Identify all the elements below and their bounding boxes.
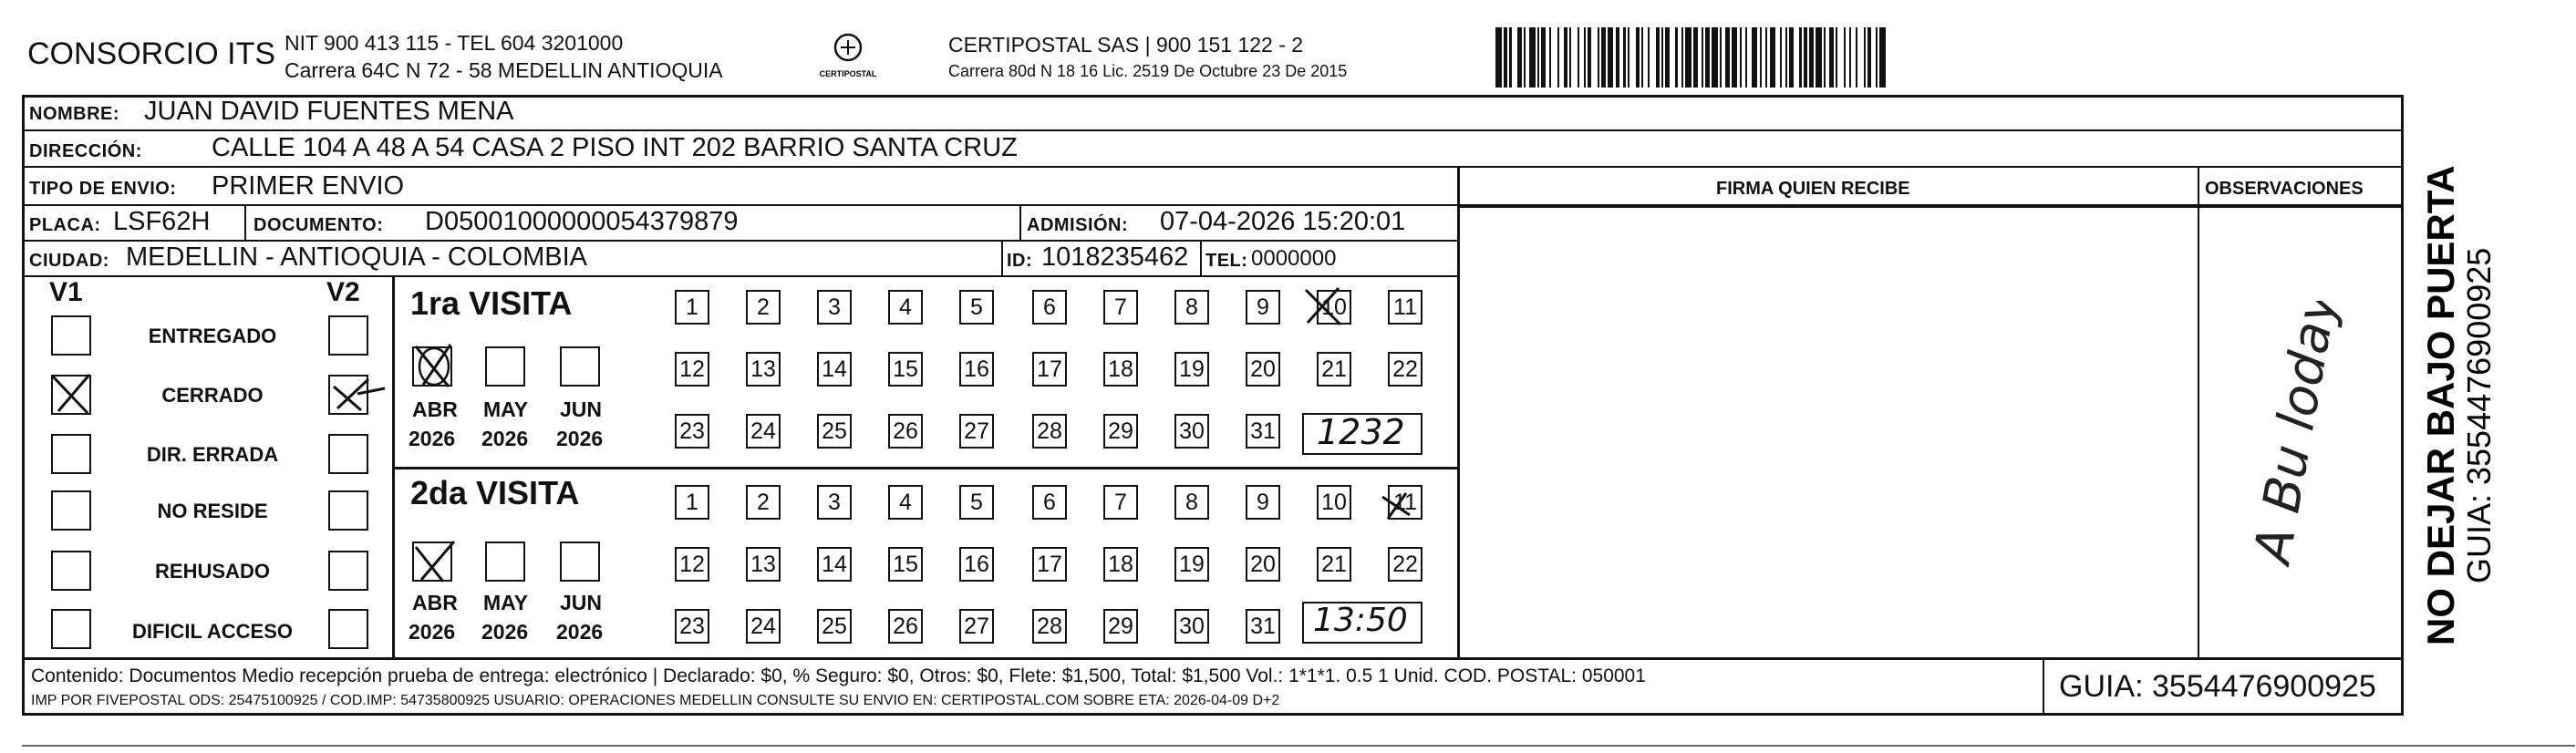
first-visit-day-9[interactable]: 9 [1246, 290, 1280, 325]
first-visit-month-abr: ABR [412, 397, 458, 421]
second-visit-month-jun: JUN [560, 591, 603, 614]
carrier-line: CERTIPOSTAL SAS | 900 151 122 - 2 [948, 33, 1304, 57]
company-name: CONSORCIO ITS [27, 36, 276, 71]
second-visit-month-abr: ABR [412, 591, 458, 614]
second-visit-day-8[interactable]: 8 [1174, 485, 1209, 520]
first-visit-day-18[interactable]: 18 [1103, 352, 1138, 387]
imp-line: IMP POR FIVEPOSTAL ODS: 25475100925 / COD.IMP: 54735800925 USUARIO: OPERACIONES MEDELLIN CONSULTE SU ENVIO EN: CERTIPOSTAL.COM SOBRE ETA: 2026-04-09 D+2 [31, 693, 1280, 708]
v1-rehusado-checkbox[interactable] [51, 551, 91, 591]
tel-value: 0000000 [1251, 246, 1337, 271]
first-visit-month-jun: JUN [560, 397, 603, 421]
first-visit-day-7[interactable]: 7 [1103, 290, 1138, 325]
status-dificil-acceso: DIFICIL ACCESO [131, 620, 293, 643]
barcode [1495, 27, 2225, 88]
footer-guia: GUIA: 3554476900925 [2059, 669, 2376, 704]
second-visit-day-31[interactable]: 31 [1246, 609, 1280, 644]
v2-dificil-acceso-checkbox[interactable] [328, 609, 368, 649]
second-visit-day-12[interactable]: 12 [675, 547, 709, 582]
address-label: DIRECCIÓN: [29, 141, 142, 161]
second-visit-year-2: 2026 [481, 620, 529, 644]
document-label: DOCUMENTO: [253, 215, 384, 235]
plate-value: LSF62H [113, 207, 211, 236]
document-value: D05001000000054379879 [425, 207, 739, 236]
v1-cerrado-check-mark [47, 369, 97, 418]
status-rehusado: REHUSADO [155, 560, 270, 583]
second-visit-jun-checkbox[interactable] [560, 542, 600, 582]
first-visit-abr-check-mark [407, 339, 461, 394]
status-cerrado: CERRADO [161, 384, 264, 407]
second-visit-day-5[interactable]: 5 [959, 485, 994, 520]
city-label: CIUDAD: [29, 251, 109, 271]
observaciones-label: OBSERVACIONES [2205, 179, 2364, 199]
first-visit-day-30[interactable]: 30 [1174, 414, 1209, 449]
first-visit-day-21[interactable]: 21 [1317, 352, 1351, 387]
company-address: Carrera 64C N 72 - 58 MEDELLIN ANTIOQUIA [284, 58, 723, 82]
no-dejar-text: NO DEJAR BAJO PUERTA [2419, 165, 2462, 645]
plate-label: PLACA: [29, 215, 101, 235]
second-visit-day-3[interactable]: 3 [817, 485, 852, 520]
first-visit-day-27[interactable]: 27 [959, 414, 994, 449]
first-visit-day-5[interactable]: 5 [959, 290, 994, 325]
first-visit-day-14[interactable]: 14 [817, 352, 852, 387]
first-visit-year-3: 2026 [556, 427, 604, 450]
recipient-address: CALLE 104 A 48 A 54 CASA 2 PISO INT 202 BARRIO SANTA CRUZ [212, 133, 1018, 162]
svg-text:A Bu loday: A Bu loday [2242, 301, 2349, 568]
second-visit-day-27[interactable]: 27 [959, 609, 994, 644]
second-visit-day-29[interactable]: 29 [1103, 609, 1138, 644]
second-visit-day-23[interactable]: 23 [675, 609, 709, 644]
second-visit-day-28[interactable]: 28 [1032, 609, 1067, 644]
first-visit-day-19[interactable]: 19 [1174, 352, 1209, 387]
first-visit-day-8[interactable]: 8 [1174, 290, 1209, 325]
first-visit-day-29[interactable]: 29 [1103, 414, 1138, 449]
first-visit-year-1: 2026 [409, 427, 456, 450]
side-text [2404, 109, 2504, 656]
tel-label: TEL: [1205, 251, 1248, 271]
second-visit-day-30[interactable]: 30 [1174, 609, 1209, 644]
first-visit-day-12[interactable]: 12 [675, 352, 709, 387]
admission-value: 07-04-2026 15:20:01 [1160, 207, 1406, 236]
recipient-name: JUAN DAVID FUENTES MENA [144, 97, 514, 126]
v1-dir-errada-checkbox[interactable] [51, 434, 91, 474]
second-visit-day-22[interactable]: 22 [1388, 547, 1422, 582]
name-label: NOMBRE: [29, 104, 120, 124]
v1-entregado-checkbox[interactable] [51, 315, 91, 356]
second-visit-day-11[interactable]: 11 [1388, 485, 1422, 520]
city-value: MEDELLIN - ANTIOQUIA - COLOMBIA [126, 242, 587, 272]
second-visit-day-16[interactable]: 16 [959, 547, 994, 582]
second-visit-month-may: MAY [483, 591, 528, 614]
first-visit-day-20[interactable]: 20 [1246, 352, 1280, 387]
first-visit-month-may: MAY [483, 397, 528, 421]
first-visit-day-6[interactable]: 6 [1032, 290, 1067, 325]
first-visit-year-2: 2026 [481, 427, 529, 450]
second-visit-day-10[interactable]: 10 [1317, 485, 1351, 520]
first-visit-day-26[interactable]: 26 [888, 414, 923, 449]
first-visit-time: 1232 [1317, 412, 1405, 452]
status-no-reside: NO RESIDE [157, 500, 268, 522]
second-visit-day-20[interactable]: 20 [1246, 547, 1280, 582]
logo-text: CERTIPOSTAL [819, 69, 877, 78]
first-visit-day-24[interactable]: 24 [746, 414, 781, 449]
first-visit-day-16[interactable]: 16 [959, 352, 994, 387]
second-visit-day-9[interactable]: 9 [1246, 485, 1280, 520]
first-visit-label: 1ra VISITA [410, 284, 573, 322]
second-visit-day-13[interactable]: 13 [746, 547, 781, 582]
firma-label: FIRMA QUIEN RECIBE [1716, 179, 1910, 199]
second-visit-day-6[interactable]: 6 [1032, 485, 1067, 520]
content-line: Contenido: Documentos Medio recepción prueba de entrega: electrónico | Declarado: $0, % Seguro: $0, Otros: $0, Flete: $1,500, Total: $1,500 Vol.: 1*1*1. 0.5 1 Unid. COD. POSTAL: 050001 [31, 665, 1646, 686]
first-visit-jun-checkbox[interactable] [560, 346, 600, 387]
second-visit-year-3: 2026 [556, 620, 604, 644]
second-visit-day-18[interactable]: 18 [1103, 547, 1138, 582]
second-visit-day-17[interactable]: 17 [1032, 547, 1067, 582]
side-guia-text: GUIA: 3554476900925 [2460, 247, 2498, 583]
second-visit-abr-check-mark [407, 536, 465, 587]
second-visit-day-15[interactable]: 15 [888, 547, 923, 582]
second-visit-day-1[interactable]: 1 [675, 485, 709, 520]
v2-rehusado-checkbox[interactable] [328, 551, 368, 591]
first-visit-day-13[interactable]: 13 [746, 352, 781, 387]
id-label: ID: [1007, 251, 1033, 271]
id-value: 1018235462 [1041, 242, 1189, 272]
second-visit-day-7[interactable]: 7 [1103, 485, 1138, 520]
send-type-label: TIPO DE ENVIO: [29, 179, 177, 199]
first-visit-day-11[interactable]: 11 [1388, 290, 1422, 325]
v2-no-reside-checkbox[interactable] [328, 490, 368, 531]
first-visit-day-23[interactable]: 23 [675, 414, 709, 449]
first-visit-day-22[interactable]: 22 [1388, 352, 1422, 387]
certipostal-logo [812, 29, 885, 84]
second-visit-year-1: 2026 [409, 620, 456, 644]
second-visit-label: 2da VISITA [410, 474, 580, 511]
first-visit-day-15[interactable]: 15 [888, 352, 923, 387]
carrier-address: Carrera 80d N 18 16 Lic. 2519 De Octubre 23 De 2015 [948, 62, 1348, 80]
handwritten-signature [2216, 301, 2380, 574]
first-visit-day-4[interactable]: 4 [888, 290, 923, 325]
v2-dir-errada-checkbox[interactable] [328, 434, 368, 474]
first-visit-day-31[interactable]: 31 [1246, 414, 1280, 449]
first-visit-day-10[interactable]: 10 [1317, 290, 1351, 325]
first-visit-day-28[interactable]: 28 [1032, 414, 1067, 449]
v1-dificil-acceso-checkbox[interactable] [51, 609, 91, 649]
second-visit-day-4[interactable]: 4 [888, 485, 923, 520]
first-visit-day-3[interactable]: 3 [817, 290, 852, 325]
v2-label: V2 [326, 277, 360, 307]
v2-entregado-checkbox[interactable] [328, 315, 368, 356]
first-visit-may-checkbox[interactable] [485, 346, 525, 387]
first-visit-day-25[interactable]: 25 [817, 414, 852, 449]
send-type: PRIMER ENVIO [212, 171, 405, 201]
second-visit-may-checkbox[interactable] [485, 542, 525, 582]
second-visit-time: 13:50 [1313, 602, 1408, 639]
second-visit-day-26[interactable]: 26 [888, 609, 923, 644]
status-entregado: ENTREGADO [148, 325, 277, 347]
first-visit-day-2[interactable]: 2 [746, 290, 781, 325]
v1-label: V1 [49, 277, 83, 307]
second-visit-day-14[interactable]: 14 [817, 547, 852, 582]
second-visit-day-21[interactable]: 21 [1317, 547, 1351, 582]
nit-line: NIT 900 413 115 - TEL 604 3201000 [284, 31, 624, 55]
second-visit-day-2[interactable]: 2 [746, 485, 781, 520]
v1-no-reside-checkbox[interactable] [51, 490, 91, 531]
admission-label: ADMISIÓN: [1027, 215, 1129, 235]
second-visit-day-25[interactable]: 25 [817, 609, 852, 644]
second-visit-day-24[interactable]: 24 [746, 609, 781, 644]
status-dir-errada: DIR. ERRADA [146, 443, 279, 466]
first-visit-day-1[interactable]: 1 [675, 290, 709, 325]
first-visit-day-17[interactable]: 17 [1032, 352, 1067, 387]
second-visit-day-19[interactable]: 19 [1174, 547, 1209, 582]
v2-cerrado-check-mark [325, 368, 388, 419]
